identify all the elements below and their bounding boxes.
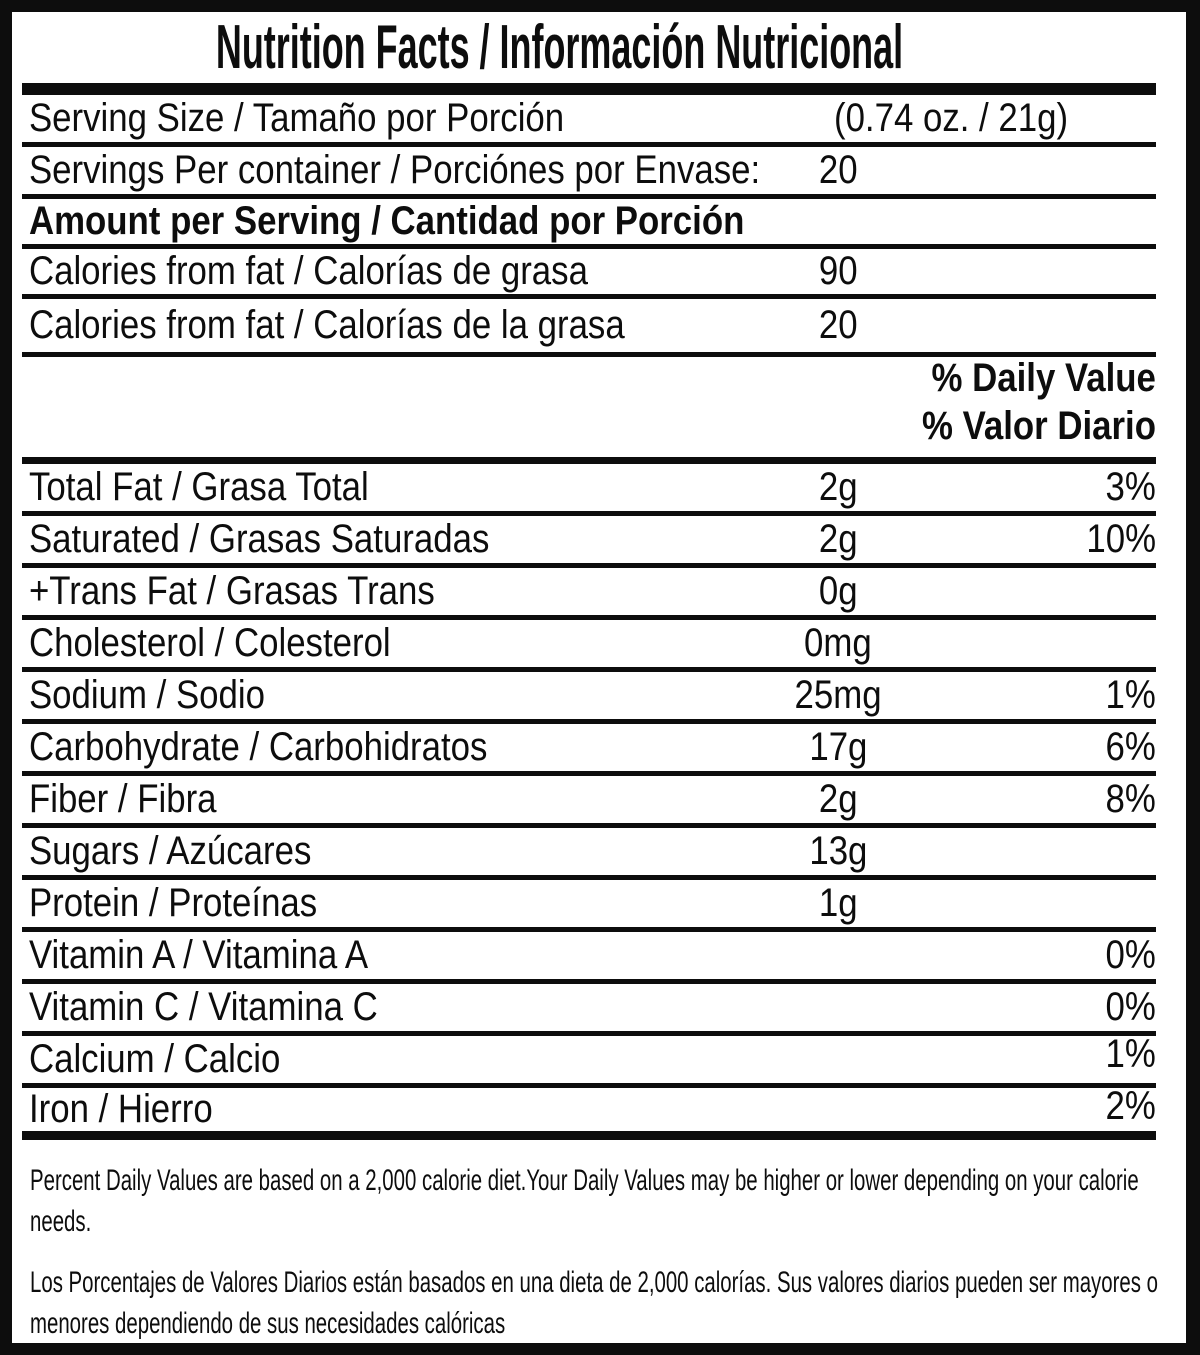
nutrient-label: Calcium / Calcio (28, 1037, 281, 1081)
nutrient-label: Cholesterol / Colesterol (28, 621, 391, 665)
nutrient-label: Sugars / Azúcares (28, 829, 312, 873)
serving-size-label: Serving Size / Tamaño por Porción (28, 96, 565, 140)
footnote-en: Percent Daily Values are based on a 2,000 calorie diet.Your Daily Values may be higher or lower depending on your calorie needs. (30, 1164, 1139, 1238)
nutrient-pct-cell (936, 568, 1156, 615)
nutrient-pct: 1% (1105, 673, 1156, 717)
nutrient-value: 13g (808, 829, 868, 873)
calories-value-cell (688, 249, 988, 294)
nutrient-row-fiber (22, 776, 1156, 828)
nutrient-row-calcium (22, 1032, 1156, 1088)
nutrient-pct-cell (936, 984, 1156, 1031)
nutrient-pct: 6% (1105, 725, 1156, 769)
nutrient-row-sodium (22, 672, 1156, 724)
nutrient-label: Total Fat / Grasa Total (28, 465, 369, 509)
nutrient-value: 1g (818, 881, 858, 925)
nutrient-pct: 8% (1105, 777, 1156, 821)
calories-label: Calories from fat / Calorías de grasa (28, 249, 588, 293)
amount-per-serving-row (22, 199, 1156, 249)
servings-per-container-value: 20 (818, 148, 858, 192)
nutrient-pct-cell (936, 932, 1156, 979)
nutrient-pct-cell (936, 724, 1156, 771)
nutrient-pct: 2% (1105, 1084, 1156, 1128)
nutrient-value: 2g (818, 777, 858, 821)
servings-per-container-label: Servings Per container / Porciónes por Envase: (28, 148, 761, 192)
nutrient-pct-cell (936, 880, 1156, 927)
nutrient-pct-cell (936, 464, 1156, 511)
calories-from-fat-row (22, 299, 1156, 357)
calories-row (22, 249, 1156, 299)
nutrient-value: 2g (818, 465, 858, 509)
nutrient-pct-cell (936, 620, 1156, 667)
title-block (22, 12, 1156, 83)
nutrient-label: Vitamin C / Vitamina C (28, 985, 378, 1029)
nutrient-row-cholesterol (22, 620, 1156, 672)
servings-per-container-value-cell (688, 147, 988, 194)
nutrient-pct-cell (936, 516, 1156, 563)
nutrient-row-saturated (22, 516, 1156, 568)
nutrient-row-iron (22, 1084, 1156, 1140)
nutrient-row-protein (22, 880, 1156, 932)
nutrient-pct: 10% (1086, 517, 1156, 561)
nutrient-label: Iron / Hierro (28, 1087, 213, 1131)
nutrient-row-trans-fat (22, 568, 1156, 620)
nutrient-label: Saturated / Grasas Saturadas (28, 517, 490, 561)
nutrient-pct: 3% (1105, 465, 1156, 509)
serving-size-value: (0.74 oz. / 21g) (833, 96, 1068, 140)
title-divider-bar (22, 83, 1156, 95)
amount-per-serving-label: Amount per Serving / Cantidad por Porción (28, 199, 745, 243)
daily-value-header-en-row (22, 357, 1156, 409)
label-title: Nutrition Facts / Información Nutricional (215, 13, 903, 82)
nutrient-pct: 0% (1105, 933, 1156, 977)
nutrient-row-sugars (22, 828, 1156, 880)
nutrient-pct-cell (936, 776, 1156, 823)
nutrient-pct-cell (936, 672, 1156, 719)
nutrient-pct: 1% (1105, 1032, 1156, 1076)
nutrient-value: 0mg (804, 621, 872, 665)
nutrient-pct: 0% (1105, 985, 1156, 1029)
nutrient-label: Vitamin A / Vitamina A (28, 933, 369, 977)
nutrient-label: Protein / Proteínas (28, 881, 318, 925)
servings-per-container-row (22, 147, 1156, 199)
daily-value-header-es: % Valor Diario (921, 404, 1156, 448)
nutrient-row-vitamin-c (22, 984, 1156, 1036)
serving-size-row (22, 95, 1156, 147)
calories-from-fat-value: 20 (818, 303, 858, 347)
nutrient-label: Sodium / Sodio (28, 673, 265, 717)
nutrient-row-vitamin-a (22, 932, 1156, 984)
serving-size-value-cell (799, 95, 1068, 142)
nutrient-pct-cell (936, 828, 1156, 875)
calories-from-fat-value-cell (688, 299, 988, 352)
label-content (22, 12, 1156, 1344)
nutrient-value: 25mg (794, 673, 882, 717)
nutrient-pct-cell (936, 1084, 1156, 1127)
nutrient-label: Fiber / Fibra (28, 777, 217, 821)
nutrient-row-total-fat (22, 464, 1156, 516)
footnote-es: Los Porcentajes de Valores Diarios están basados en una dieta de 2,000 calorías. Sus valores diarios pueden ser mayores o menores dependiendo de sus necesidades calóricas (30, 1266, 1158, 1340)
nutrient-label: Carbohydrate / Carbohidratos (28, 725, 488, 769)
nutrient-value: 17g (808, 725, 868, 769)
calories-value: 90 (818, 249, 858, 293)
daily-value-header-es-row (22, 404, 1156, 464)
footnotes-section (22, 1140, 1156, 1344)
nutrient-row-carbohydrate (22, 724, 1156, 776)
nutrient-pct-cell (936, 1032, 1156, 1079)
nutrient-value: 0g (818, 569, 858, 613)
nutrient-label: +Trans Fat / Grasas Trans (28, 569, 435, 613)
calories-from-fat-label: Calories from fat / Calorías de la grasa (28, 303, 625, 347)
nutrient-value: 2g (818, 517, 858, 561)
daily-value-header-en: % Daily Value (931, 356, 1156, 400)
